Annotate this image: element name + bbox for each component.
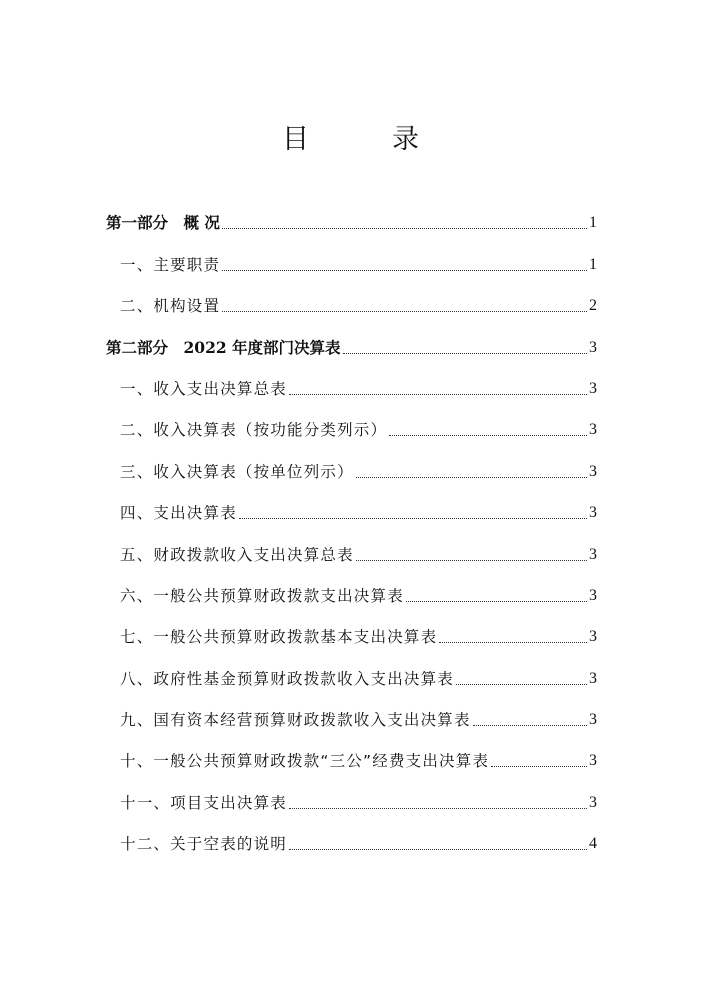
toc-subsection-entry[interactable] <box>106 616 597 657</box>
toc-dot-leader <box>389 435 587 436</box>
toc-page-number: 3 <box>589 669 597 687</box>
toc-subsection-entry[interactable] <box>106 575 597 616</box>
toc-page-number: 3 <box>589 504 597 522</box>
toc-entry-label: 三、收入决算表（按单位列示） <box>120 462 354 481</box>
toc-entry-label: 一、主要职责 <box>120 255 221 274</box>
toc-dot-leader <box>439 642 587 643</box>
toc-dot-leader <box>406 601 587 602</box>
toc-page-number: 4 <box>589 835 597 853</box>
toc-entry-label: 二、机构设置 <box>120 297 221 316</box>
toc-page-number: 3 <box>589 752 597 770</box>
toc-dot-leader <box>222 228 587 229</box>
toc-subsection-entry[interactable] <box>106 657 597 698</box>
toc-entry-label: 五、财政拨款收入支出决算总表 <box>120 545 354 564</box>
toc-dot-leader <box>356 477 587 478</box>
toc-entry-label: 十二、关于空表的说明 <box>120 835 288 854</box>
toc-entry-label: 四、支出决算表 <box>120 504 237 523</box>
toc-entry-label: 一、收入支出决算总表 <box>120 379 288 398</box>
toc-dot-leader <box>289 394 587 395</box>
toc-page-number: 3 <box>589 711 597 729</box>
toc-subsection-entry[interactable] <box>106 409 597 450</box>
toc-entry-label: 第二部分 2022 年度部门决算表 <box>106 337 341 357</box>
toc-dot-leader <box>356 560 587 561</box>
toc-page-number: 3 <box>589 421 597 439</box>
toc-page-number: 1 <box>589 214 597 232</box>
toc-subsection-entry[interactable] <box>106 243 597 284</box>
toc-entry-label: 第一部分 概 况 <box>106 213 220 233</box>
toc-dot-leader <box>239 518 587 519</box>
toc-dot-leader <box>343 353 587 354</box>
toc-page-number: 3 <box>589 793 597 811</box>
toc-entry-label: 六、一般公共预算财政拨款支出决算表 <box>120 586 404 605</box>
toc-page-number: 3 <box>589 379 597 397</box>
toc-subsection-entry[interactable] <box>106 450 597 491</box>
toc-section-entry[interactable] <box>106 202 597 243</box>
toc-page-number: 1 <box>589 255 597 273</box>
toc-entry-label: 二、收入决算表（按功能分类列示） <box>120 421 388 440</box>
toc-page-number: 3 <box>589 462 597 480</box>
toc-subsection-entry[interactable] <box>106 285 597 326</box>
toc-subsection-entry[interactable] <box>106 740 597 781</box>
toc-page-number: 3 <box>589 586 597 604</box>
toc-dot-leader <box>456 684 587 685</box>
toc-entry-label: 九、国有资本经营预算财政拨款收入支出决算表 <box>120 711 471 730</box>
toc-subsection-entry[interactable] <box>106 823 597 864</box>
toc-dot-leader <box>222 311 587 312</box>
toc-subsection-entry[interactable] <box>106 699 597 740</box>
toc-subsection-entry[interactable] <box>106 781 597 822</box>
toc-page-number: 3 <box>589 545 597 563</box>
toc-entry-label: 七、一般公共预算财政拨款基本支出决算表 <box>120 628 438 647</box>
toc-subsection-entry[interactable] <box>106 492 597 533</box>
toc-subsection-entry[interactable] <box>106 533 597 574</box>
table-of-contents <box>106 202 597 864</box>
page-title: 目 录 <box>282 124 447 155</box>
toc-section-entry[interactable] <box>106 326 597 367</box>
toc-dot-leader <box>491 766 587 767</box>
toc-entry-label: 八、政府性基金预算财政拨款收入支出决算表 <box>120 669 455 688</box>
toc-page-number: 3 <box>589 628 597 646</box>
toc-dot-leader <box>473 725 587 726</box>
toc-subsection-entry[interactable] <box>106 368 597 409</box>
toc-entry-label: 十一、项目支出决算表 <box>120 793 288 812</box>
toc-dot-leader <box>289 849 587 850</box>
toc-entry-label: 十、一般公共预算财政拨款“三公”经费支出决算表 <box>120 752 490 771</box>
toc-dot-leader <box>222 270 587 271</box>
toc-page-number: 2 <box>589 297 597 315</box>
toc-page-number: 3 <box>589 338 597 356</box>
toc-dot-leader <box>289 808 587 809</box>
